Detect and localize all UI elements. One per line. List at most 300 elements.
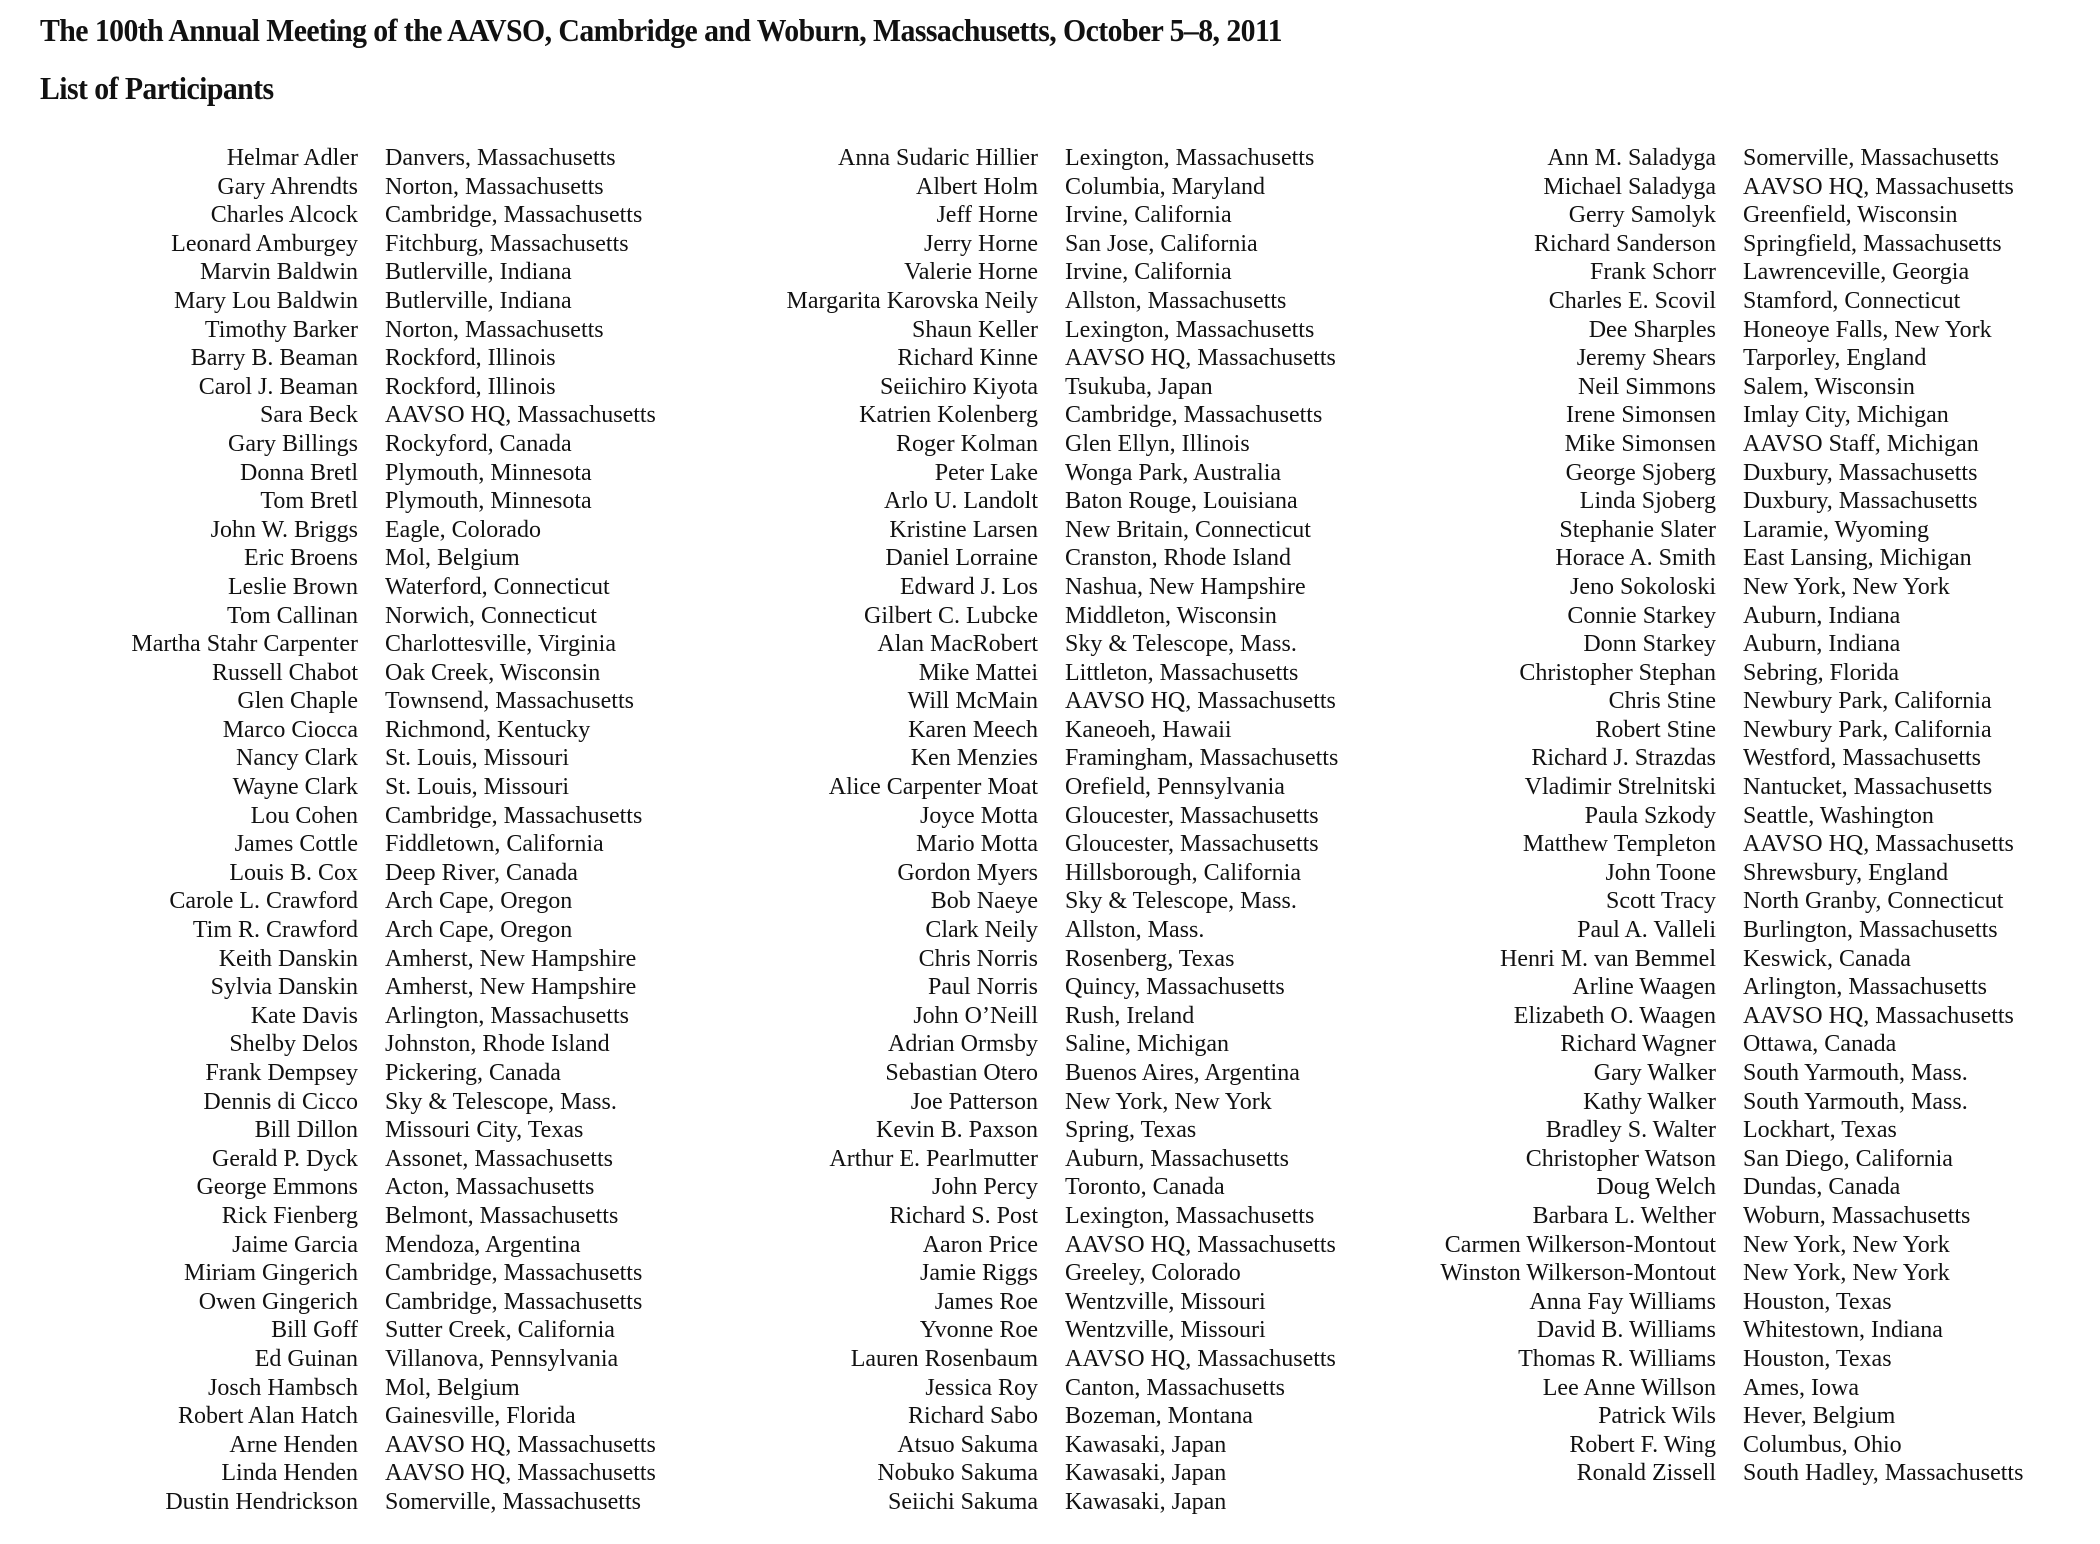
- participant-name: Valerie Horne: [904, 259, 1038, 286]
- participant-name: Yvonne Roe: [919, 1317, 1038, 1344]
- participant-name: Gilbert C. Lubcke: [864, 602, 1038, 629]
- participant-location: Rockford, Illinois: [385, 373, 556, 400]
- participant-name: Ed Guinan: [254, 1345, 358, 1372]
- participant-row: [0, 1059, 2023, 1088]
- participant-location: Cambridge, Massachusetts: [385, 1260, 643, 1287]
- participant-location: AAVSO HQ, Massachusetts: [1743, 831, 2014, 858]
- participant-location: Fitchburg, Massachusetts: [385, 230, 629, 257]
- participants-column-3: [0, 144, 2023, 1488]
- participant-name: Jaime Garcia: [232, 1231, 358, 1258]
- participant-row: [0, 916, 2023, 945]
- participant-location: North Granby, Connecticut: [1743, 888, 2004, 915]
- participant-name: Frank Schorr: [1590, 259, 1716, 286]
- participant-location: Sky & Telescope, Mass.: [1065, 888, 1297, 915]
- participant-name: Will McMain: [907, 688, 1038, 715]
- participant-location: Norton, Massachusetts: [385, 173, 604, 200]
- participant-name: Peter Lake: [934, 459, 1038, 486]
- participant-location: Nashua, New Hampshire: [1065, 573, 1306, 600]
- participant-name: Mario Motta: [916, 831, 1038, 858]
- participant-name: David B. Williams: [1536, 1317, 1716, 1344]
- participant-name: Mary Lou Baldwin: [174, 287, 358, 314]
- participant-location: Waterford, Connecticut: [385, 573, 610, 600]
- participant-name: Tim R. Crawford: [192, 917, 358, 944]
- participant-location: Columbia, Maryland: [1065, 173, 1265, 200]
- participant-location: Irvine, California: [1065, 202, 1232, 229]
- participant-location: Duxbury, Massachusetts: [1743, 488, 1978, 515]
- participant-name: Arlo U. Landolt: [884, 488, 1038, 515]
- participant-name: Ann M. Saladyga: [1547, 145, 1716, 171]
- participant-name: John Toone: [1605, 859, 1716, 886]
- participant-name: Keith Danskin: [218, 945, 358, 972]
- participant-location: Canton, Massachusetts: [1065, 1374, 1285, 1401]
- participant-location: Auburn, Massachusetts: [1065, 1145, 1289, 1172]
- participant-name: Leonard Amburgey: [171, 230, 358, 257]
- participant-name: Edward J. Los: [900, 573, 1038, 600]
- participant-location: AAVSO HQ, Massachusetts: [1065, 1231, 1336, 1258]
- participant-row: [0, 430, 2023, 459]
- participant-name: Jessica Roy: [925, 1374, 1038, 1401]
- participant-name: Dennis di Cicco: [203, 1088, 358, 1115]
- participant-name: Charles E. Scovil: [1548, 287, 1716, 314]
- participant-location: New York, New York: [1743, 1260, 1950, 1287]
- participant-location: Salem, Wisconsin: [1743, 373, 1915, 400]
- participant-name: Stephanie Slater: [1559, 516, 1716, 543]
- participant-location: Spring, Texas: [1065, 1117, 1197, 1144]
- participant-name: Katrien Kolenberg: [859, 402, 1038, 429]
- participant-location: Plymouth, Minnesota: [385, 459, 592, 486]
- participant-location: Hever, Belgium: [1743, 1403, 1896, 1430]
- participant-location: Westford, Massachusetts: [1743, 745, 1982, 772]
- participant-name: Thomas R. Williams: [1518, 1345, 1716, 1372]
- participant-location: Quincy, Massachusetts: [1065, 974, 1285, 1001]
- participant-name: Richard Wagner: [1560, 1031, 1716, 1058]
- participant-location: Allston, Massachusetts: [1065, 287, 1287, 314]
- participant-location: New York, New York: [1065, 1088, 1272, 1115]
- participant-location: Columbus, Ohio: [1743, 1431, 1902, 1458]
- participant-name: Alan MacRobert: [877, 631, 1038, 658]
- participant-row: [0, 687, 2023, 716]
- participant-name: Gerald P. Dyck: [212, 1145, 358, 1172]
- participant-name: Timothy Barker: [204, 316, 358, 343]
- participant-location: Arlington, Massachusetts: [385, 1002, 629, 1029]
- participant-name: Clark Neily: [925, 917, 1038, 944]
- participant-location: AAVSO HQ, Massachusetts: [385, 1431, 656, 1458]
- participant-location: South Yarmouth, Mass.: [1743, 1088, 1968, 1115]
- participant-location: Shrewsbury, England: [1743, 859, 1949, 886]
- participant-location: Rush, Ireland: [1065, 1002, 1195, 1029]
- participant-name: Karen Meech: [908, 716, 1038, 743]
- participant-name: Marvin Baldwin: [200, 259, 358, 286]
- participant-name: George Sjoberg: [1565, 459, 1716, 486]
- participant-name: Scott Tracy: [1605, 888, 1716, 915]
- participant-row: [0, 1345, 2023, 1374]
- participant-location: Acton, Massachusetts: [385, 1174, 595, 1201]
- participant-name: Josch Hambsch: [208, 1374, 358, 1401]
- participant-name: Richard S. Post: [889, 1202, 1038, 1229]
- participant-name: Richard Kinne: [897, 345, 1038, 372]
- participant-location: Greeley, Colorado: [1065, 1260, 1241, 1287]
- participant-name: Robert Stine: [1595, 716, 1716, 743]
- participant-location: Wentzville, Missouri: [1065, 1317, 1266, 1344]
- participant-row: [0, 659, 2023, 688]
- participant-name: Sara Beck: [260, 402, 358, 429]
- participant-location: Ames, Iowa: [1743, 1374, 1859, 1401]
- participant-name: Alice Carpenter Moat: [828, 774, 1038, 801]
- participant-row: [0, 201, 2023, 230]
- participant-row: [0, 373, 2023, 402]
- participant-location: Littleton, Massachusetts: [1065, 659, 1299, 686]
- participant-location: Arch Cape, Oregon: [385, 888, 573, 915]
- participant-name: Paul Norris: [928, 974, 1038, 1001]
- participant-row: [0, 1030, 2023, 1059]
- participant-location: Duxbury, Massachusetts: [1743, 459, 1978, 486]
- participant-name: Sylvia Danskin: [210, 974, 358, 1001]
- participant-location: Villanova, Pennsylvania: [385, 1345, 619, 1372]
- participant-location: Rockford, Illinois: [385, 345, 556, 372]
- participant-location: Mol, Belgium: [385, 1374, 520, 1401]
- participant-name: Helmar Adler: [226, 145, 358, 171]
- participant-location: Norwich, Connecticut: [385, 602, 597, 629]
- participant-name: John O’Neill: [913, 1002, 1038, 1029]
- participant-location: Lawrenceville, Georgia: [1743, 259, 1970, 286]
- participant-name: Bill Goff: [271, 1317, 358, 1344]
- participant-location: Woburn, Massachusetts: [1743, 1202, 1971, 1229]
- participant-row: [0, 230, 2023, 259]
- participant-location: Sky & Telescope, Mass.: [1065, 631, 1297, 658]
- participant-name: George Emmons: [196, 1174, 358, 1201]
- participant-location: Cambridge, Massachusetts: [385, 802, 643, 829]
- participant-name: Anna Fay Williams: [1529, 1288, 1716, 1315]
- participant-row: [0, 573, 2023, 602]
- participant-location: Auburn, Indiana: [1743, 631, 1901, 658]
- participant-location: Whitestown, Indiana: [1743, 1317, 1943, 1344]
- participant-location: Stamford, Connecticut: [1743, 287, 1961, 314]
- participant-location: Nantucket, Massachusetts: [1743, 774, 1993, 801]
- participant-location: Lexington, Massachusetts: [1065, 1202, 1315, 1229]
- participant-location: Framingham, Massachusetts: [1065, 745, 1339, 772]
- participant-location: Charlottesville, Virginia: [385, 631, 616, 658]
- participant-location: Kawasaki, Japan: [1065, 1488, 1227, 1515]
- participant-name: Robert Alan Hatch: [178, 1403, 358, 1430]
- participant-row: [0, 1231, 2023, 1260]
- participant-row: [0, 887, 2023, 916]
- participant-row: [0, 1002, 2023, 1031]
- participant-location: Amherst, New Hampshire: [385, 974, 637, 1001]
- participant-name: Sebastian Otero: [885, 1060, 1038, 1086]
- participant-location: South Hadley, Massachusetts: [1743, 1460, 2024, 1487]
- participant-location: Eagle, Colorado: [385, 516, 541, 543]
- participant-name: Adrian Ormsby: [888, 1031, 1038, 1058]
- participant-row: [0, 544, 2023, 573]
- participant-row: [0, 859, 2023, 888]
- participant-location: AAVSO HQ, Massachusetts: [1065, 688, 1336, 715]
- participant-name: Roger Kolman: [896, 430, 1038, 457]
- participant-name: James Cottle: [234, 831, 358, 858]
- participant-location: Danvers, Massachusetts: [385, 145, 616, 171]
- participant-name: Gary Ahrendts: [217, 173, 358, 200]
- participant-row: [0, 1316, 2023, 1345]
- participant-name: Kevin B. Paxson: [876, 1117, 1038, 1144]
- participant-row: [0, 316, 2023, 345]
- section-heading: List of Participants: [40, 70, 274, 106]
- participant-name: Winston Wilkerson-Montout: [1440, 1260, 1716, 1287]
- participant-name: Paula Szkody: [1584, 802, 1716, 829]
- participant-name: Joe Patterson: [910, 1088, 1038, 1115]
- participant-name: Arline Waagen: [1572, 974, 1716, 1001]
- participant-name: Atsuo Sakuma: [897, 1431, 1038, 1458]
- participant-location: AAVSO Staff, Michigan: [1743, 430, 1979, 457]
- participant-name: Ronald Zissell: [1576, 1460, 1716, 1487]
- participant-name: Donna Bretl: [240, 459, 358, 486]
- participant-name: Jeno Sokoloski: [1569, 573, 1716, 600]
- participant-location: Richmond, Kentucky: [385, 716, 591, 743]
- participant-location: Tarporley, England: [1743, 345, 1927, 372]
- participant-location: Rockyford, Canada: [385, 430, 572, 457]
- participant-name: Jeff Horne: [936, 202, 1038, 229]
- participant-location: Lexington, Massachusetts: [1065, 145, 1315, 171]
- participant-name: John W. Briggs: [210, 516, 358, 543]
- participant-name: Seiichi Sakuma: [888, 1488, 1038, 1515]
- participant-location: AAVSO HQ, Massachusetts: [1743, 173, 2014, 200]
- participant-location: South Yarmouth, Mass.: [1743, 1060, 1968, 1086]
- participant-location: Toronto, Canada: [1065, 1174, 1225, 1201]
- participant-location: Somerville, Massachusetts: [385, 1488, 641, 1515]
- participant-name: Christopher Stephan: [1519, 659, 1716, 686]
- participant-location: Norton, Massachusetts: [385, 316, 604, 343]
- participant-row: [0, 1116, 2023, 1145]
- participant-location: Greenfield, Wisconsin: [1743, 202, 1958, 229]
- participant-row: [0, 1488, 1338, 1517]
- participant-location: New Britain, Connecticut: [1065, 516, 1311, 543]
- participant-location: Kawasaki, Japan: [1065, 1460, 1227, 1487]
- participant-location: AAVSO HQ, Massachusetts: [385, 402, 656, 429]
- participant-location: Missouri City, Texas: [385, 1117, 584, 1144]
- participant-name: Nobuko Sakuma: [877, 1460, 1038, 1487]
- participant-name: Albert Holm: [916, 173, 1038, 200]
- participant-location: Seattle, Washington: [1743, 802, 1934, 829]
- participant-row: [0, 630, 2023, 659]
- participant-name: Michael Saladyga: [1543, 173, 1716, 200]
- participant-name: Eric Broens: [244, 545, 358, 572]
- participant-location: Arch Cape, Oregon: [385, 917, 573, 944]
- participant-location: Springfield, Massachusetts: [1743, 230, 2002, 257]
- participant-name: Tom Bretl: [260, 488, 358, 515]
- participant-row: [0, 1288, 2023, 1317]
- participant-name: Joyce Motta: [920, 802, 1038, 829]
- participant-row: [0, 1431, 2023, 1460]
- participant-location: Lexington, Massachusetts: [1065, 316, 1315, 343]
- participant-location: Cranston, Rhode Island: [1065, 545, 1291, 572]
- participant-row: [0, 287, 2023, 316]
- participant-name: Robert F. Wing: [1569, 1431, 1716, 1458]
- participant-name: Owen Gingerich: [198, 1288, 358, 1315]
- participant-location: Cambridge, Massachusetts: [1065, 402, 1323, 429]
- participant-name: Martha Stahr Carpenter: [131, 631, 358, 658]
- participant-name: Henri M. van Bemmel: [1500, 945, 1716, 972]
- participant-name: Barry B. Beaman: [190, 345, 358, 372]
- participant-name: Gordon Myers: [897, 859, 1038, 886]
- participant-row: [0, 516, 2023, 545]
- participant-location: Cambridge, Massachusetts: [385, 1288, 643, 1315]
- participant-name: Christopher Watson: [1525, 1145, 1716, 1172]
- participant-name: Donn Starkey: [1583, 631, 1716, 658]
- participant-name: Horace A. Smith: [1555, 545, 1716, 572]
- participant-location: Bozeman, Montana: [1065, 1403, 1253, 1430]
- participant-name: Patrick Wils: [1598, 1403, 1716, 1430]
- participant-row: [0, 602, 2023, 631]
- participant-row: [0, 1173, 2023, 1202]
- participant-location: St. Louis, Missouri: [385, 745, 570, 772]
- participant-name: Mike Mattei: [918, 659, 1038, 686]
- participant-name: Shelby Delos: [229, 1031, 358, 1058]
- participant-row: [0, 344, 2023, 373]
- participant-location: Oak Creek, Wisconsin: [385, 659, 601, 686]
- participant-name: Wayne Clark: [232, 774, 358, 801]
- participant-row: [0, 258, 2023, 287]
- participant-location: Orefield, Pennsylvania: [1065, 774, 1285, 801]
- participant-location: Tsukuba, Japan: [1065, 373, 1213, 400]
- participant-name: John Percy: [932, 1174, 1038, 1201]
- participant-row: [0, 401, 2023, 430]
- participant-name: Gerry Samolyk: [1568, 202, 1716, 229]
- participant-name: Arne Henden: [229, 1431, 358, 1458]
- participant-location: Hillsborough, California: [1065, 859, 1301, 886]
- participant-name: Carmen Wilkerson-Montout: [1444, 1231, 1716, 1258]
- participant-name: Vladimir Strelnitski: [1524, 774, 1716, 801]
- participant-row: [0, 830, 2023, 859]
- participant-name: Doug Welch: [1596, 1174, 1716, 1201]
- participant-location: Imlay City, Michigan: [1743, 402, 1949, 429]
- participant-location: Sebring, Florida: [1743, 659, 1899, 686]
- participant-location: Keswick, Canada: [1743, 945, 1911, 972]
- participant-location: Townsend, Massachusetts: [385, 688, 634, 715]
- participant-name: Bob Naeye: [930, 888, 1038, 915]
- participant-name: Dustin Hendrickson: [165, 1488, 358, 1515]
- participant-name: Lauren Rosenbaum: [850, 1345, 1038, 1372]
- participant-location: St. Louis, Missouri: [385, 774, 570, 801]
- participant-name: Glen Chaple: [237, 688, 358, 715]
- participant-location: Cambridge, Massachusetts: [385, 202, 643, 229]
- participant-name: Neil Simmons: [1577, 373, 1716, 400]
- participant-name: Linda Sjoberg: [1579, 488, 1716, 515]
- participant-name: Bill Dillon: [254, 1117, 358, 1144]
- participant-location: San Diego, California: [1743, 1145, 1953, 1172]
- participant-name: Bradley S. Walter: [1545, 1117, 1716, 1144]
- participant-location: AAVSO HQ, Massachusetts: [1065, 345, 1336, 372]
- participant-name: Carol J. Beaman: [198, 373, 358, 400]
- participant-location: Deep River, Canada: [385, 859, 578, 886]
- participant-location: Assonet, Massachusetts: [385, 1145, 613, 1172]
- participant-location: Lockhart, Texas: [1743, 1117, 1897, 1144]
- participant-name: Louis B. Cox: [229, 859, 358, 886]
- participant-location: Irvine, California: [1065, 259, 1232, 286]
- participant-name: Carole L. Crawford: [169, 888, 358, 915]
- participant-row: [0, 1202, 2023, 1231]
- participant-location: Kaneoeh, Hawaii: [1065, 716, 1232, 743]
- participant-location: Baton Rouge, Louisiana: [1065, 488, 1298, 515]
- participant-row: [0, 459, 2023, 488]
- participant-name: Richard J. Strazdas: [1531, 745, 1716, 772]
- participant-name: Dee Sharples: [1588, 316, 1716, 343]
- participant-name: Jerry Horne: [924, 230, 1038, 257]
- participant-name: Jamie Riggs: [920, 1260, 1038, 1287]
- participant-location: Gloucester, Massachusetts: [1065, 802, 1319, 829]
- participant-name: Irene Simonsen: [1566, 402, 1716, 429]
- participant-name: Lou Cohen: [250, 802, 358, 829]
- participant-location: Saline, Michigan: [1065, 1031, 1229, 1058]
- participant-row: [0, 716, 2023, 745]
- participant-name: Linda Henden: [221, 1460, 358, 1487]
- participant-row: [0, 945, 2023, 974]
- participant-name: Chris Stine: [1608, 688, 1716, 715]
- participant-location: Sutter Creek, California: [385, 1317, 615, 1344]
- participant-name: Kristine Larsen: [889, 516, 1038, 543]
- participant-location: Wonga Park, Australia: [1065, 459, 1282, 486]
- participant-location: Gloucester, Massachusetts: [1065, 831, 1319, 858]
- participant-location: Butlerville, Indiana: [385, 259, 572, 286]
- participant-name: Aaron Price: [922, 1231, 1038, 1258]
- participant-row: [0, 1145, 2023, 1174]
- participant-location: Pickering, Canada: [385, 1060, 561, 1086]
- participant-name: Richard Sabo: [908, 1403, 1038, 1430]
- participant-name: Nancy Clark: [236, 745, 358, 772]
- participant-location: Honeoye Falls, New York: [1743, 316, 1992, 343]
- participant-location: Gainesville, Florida: [385, 1403, 576, 1430]
- participant-row: [0, 487, 2023, 516]
- participant-location: New York, New York: [1743, 573, 1950, 600]
- participant-name: Lee Anne Willson: [1542, 1374, 1716, 1401]
- participant-location: AAVSO HQ, Massachusetts: [385, 1460, 656, 1487]
- participant-name: Tom Callinan: [227, 602, 358, 629]
- participant-name: Seiichiro Kiyota: [880, 373, 1038, 400]
- participant-name: Russell Chabot: [211, 659, 358, 686]
- participant-row: [0, 144, 2023, 173]
- participant-location: Middleton, Wisconsin: [1065, 602, 1277, 629]
- participant-row: [0, 802, 2023, 831]
- participant-row: [0, 1374, 2023, 1403]
- participant-name: Gary Walker: [1593, 1060, 1716, 1086]
- participant-name: Matthew Templeton: [1522, 831, 1716, 858]
- participant-location: Somerville, Massachusetts: [1743, 145, 1999, 171]
- participant-name: Margarita Karovska Neily: [786, 287, 1038, 314]
- participant-location: Newbury Park, California: [1743, 716, 1992, 743]
- participant-name: Anna Sudaric Hillier: [838, 145, 1038, 171]
- participant-location: Buenos Aires, Argentina: [1065, 1060, 1300, 1086]
- participant-name: Ken Menzies: [910, 745, 1038, 772]
- participant-name: Connie Starkey: [1567, 602, 1716, 629]
- page-title: The 100th Annual Meeting of the AAVSO, Cambridge and Woburn, Massachusetts, October 5–8, 2011: [40, 12, 1282, 48]
- participant-name: Marco Ciocca: [222, 716, 358, 743]
- participant-location: Burlington, Massachusetts: [1743, 917, 1998, 944]
- participant-location: Johnston, Rhode Island: [385, 1031, 610, 1058]
- participant-location: Rosenberg, Texas: [1065, 945, 1235, 972]
- participant-name: James Roe: [934, 1288, 1038, 1315]
- participant-location: AAVSO HQ, Massachusetts: [1065, 1345, 1336, 1372]
- participant-name: Arthur E. Pearlmutter: [829, 1145, 1038, 1172]
- participant-name: Paul A. Valleli: [1577, 917, 1716, 944]
- participant-location: Sky & Telescope, Mass.: [385, 1088, 617, 1115]
- participant-location: Houston, Texas: [1743, 1288, 1892, 1315]
- participant-row: [0, 773, 2023, 802]
- participant-location: Auburn, Indiana: [1743, 602, 1901, 629]
- participant-name: Chris Norris: [918, 945, 1038, 972]
- participant-name: Leslie Brown: [228, 573, 358, 600]
- participant-location: Amherst, New Hampshire: [385, 945, 637, 972]
- participant-location: Kawasaki, Japan: [1065, 1431, 1227, 1458]
- participant-location: Dundas, Canada: [1743, 1174, 1901, 1201]
- participant-row: [0, 1459, 2023, 1488]
- participant-name: Mike Simonsen: [1564, 430, 1716, 457]
